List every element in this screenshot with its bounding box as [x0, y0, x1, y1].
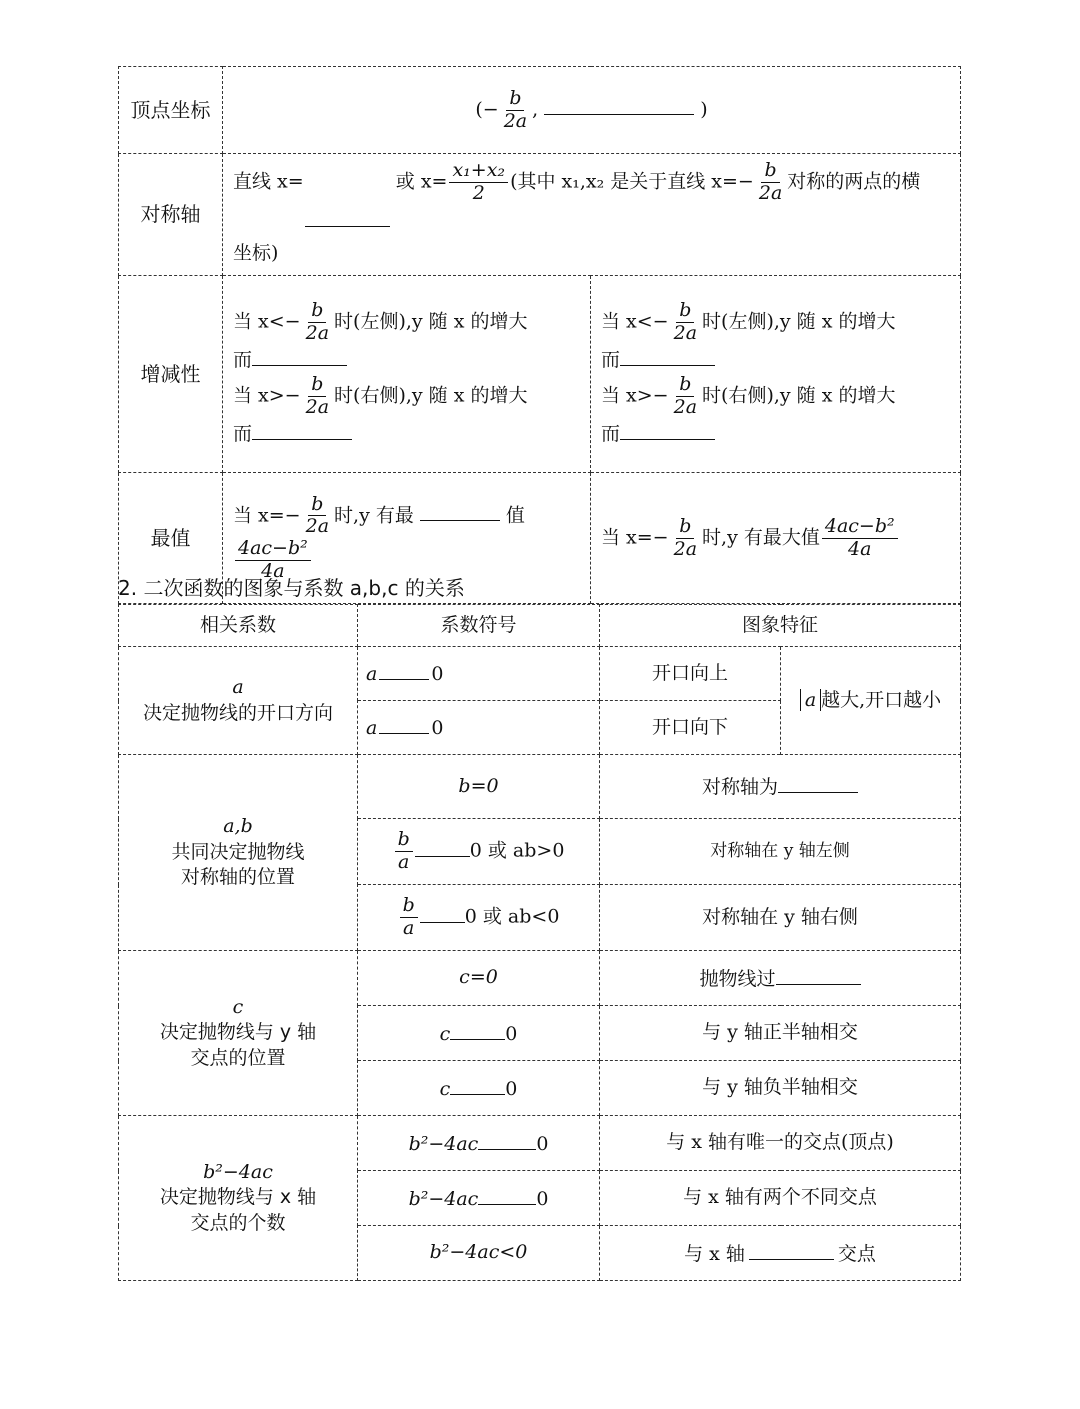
disc-blank-2[interactable] [478, 1184, 536, 1205]
text: 当 x<− [601, 310, 669, 333]
zero: 0 [505, 1077, 518, 1100]
ab-var: a,b [223, 815, 253, 838]
axis-text5: 坐标) [233, 241, 279, 264]
frac-num: b [395, 829, 413, 852]
frac-den: 2a [758, 181, 783, 204]
ab-sign-3 [358, 885, 600, 951]
disc-sign-1 [358, 1116, 600, 1171]
ab-sign-1: b=0 [358, 755, 600, 819]
disc-feature-2: 与 x 轴有两个不同交点 [600, 1171, 961, 1226]
expr: b²−4ac [408, 1187, 479, 1210]
text: 时,y 有最 [334, 503, 414, 526]
header-coefficient: 相关系数 [119, 605, 358, 647]
properties-table [118, 66, 961, 604]
ab-line1: 共同决定抛物线 [171, 840, 305, 863]
header-sign: 系数符号 [358, 605, 600, 647]
frac-num: b [308, 374, 326, 397]
frac-num: b [676, 374, 694, 397]
frac-den: 2a [305, 515, 330, 538]
zero: 0 [505, 1022, 518, 1045]
var: a [366, 663, 378, 686]
frac-den: 2a [673, 396, 698, 419]
c-line2: 交点的位置 [190, 1046, 286, 1069]
disc-sign-3: b²−4ac<0 [358, 1226, 600, 1281]
frac-den: 2a [503, 109, 528, 132]
c-blank-point[interactable] [776, 964, 861, 985]
vertex-row [119, 67, 961, 154]
paren-open: ( [475, 98, 483, 120]
c-label-cell [119, 951, 358, 1116]
a-row-1 [119, 647, 961, 701]
text: 当 x<− [233, 310, 301, 333]
axis-fraction2 [756, 160, 785, 205]
a-sign-1 [358, 647, 600, 701]
frac-den: a [398, 851, 410, 873]
text: 而 [233, 422, 253, 445]
coefficient-table [118, 604, 961, 1281]
axis-text1: 直线 x= [233, 170, 304, 193]
frac-num: b [308, 300, 326, 323]
extreme-label: 最值 [119, 473, 223, 604]
fraction [395, 829, 413, 874]
text: 值 [505, 503, 525, 526]
frac-den: 2 [472, 181, 485, 204]
c-feature-2: 与 y 轴正半轴相交 [600, 1006, 961, 1061]
fraction [303, 300, 332, 345]
header-row [119, 605, 961, 647]
disc-blank-1[interactable] [478, 1129, 536, 1150]
a-feature-2: 开口向下 [600, 701, 781, 755]
blank-left-1[interactable] [252, 345, 347, 366]
disc-feature-1: 与 x 轴有唯一的交点(顶点) [600, 1116, 961, 1171]
ab-label-cell [119, 755, 358, 951]
text: 时(右侧),y 随 x 的增大 [702, 384, 896, 407]
frac-den: 2a [673, 321, 698, 344]
disc-line2: 交点的个数 [190, 1211, 286, 1234]
frac-num: b [761, 160, 779, 183]
monotonic-left-cell [223, 276, 591, 473]
zero: 0 [536, 1187, 549, 1210]
text: 时(左侧),y 随 x 的增大 [702, 310, 896, 333]
ab-blank-axis[interactable] [778, 772, 858, 793]
max-value-fraction [822, 516, 898, 561]
zero: 0 [431, 717, 444, 740]
ab-line2: 对称轴的位置 [180, 866, 295, 889]
ab-feature-3: 对称轴在 y 轴右侧 [600, 885, 961, 951]
axis-text4: 对称的两点的横 [787, 170, 921, 193]
c-sign-2 [358, 1006, 600, 1061]
c-feature-1 [600, 951, 961, 1006]
frac-den: 2a [673, 537, 698, 560]
frac-num: x₁+x₂ [449, 160, 508, 183]
a-blank-2[interactable] [379, 713, 429, 734]
a-blank-1[interactable] [379, 659, 429, 680]
abs-a: a [800, 689, 821, 711]
text: 0 或 ab>0 [469, 839, 565, 862]
axis-fraction [449, 160, 508, 205]
disc-label-cell [119, 1116, 358, 1281]
fraction [671, 300, 700, 345]
ab-feature-2: 对称轴在 y 轴左侧 [600, 819, 961, 885]
blank-right-2[interactable] [620, 419, 715, 440]
text: 交点 [837, 1242, 876, 1265]
disc-sign-2 [358, 1171, 600, 1226]
blank-left-2[interactable] [252, 419, 352, 440]
ab-row-1 [119, 755, 961, 819]
expr: b²−4ac [408, 1132, 479, 1155]
text: 而 [233, 348, 253, 371]
paren-close: ) [700, 98, 708, 120]
blank-right-1[interactable] [620, 345, 715, 366]
a-text: 决定抛物线的开口方向 [142, 701, 333, 724]
section-title: 2. 二次函数的图象与系数 a,b,c 的关系 [118, 576, 465, 600]
text: 对称轴为 [702, 776, 779, 799]
extreme-blank[interactable] [420, 500, 500, 521]
frac-den: 2a [305, 321, 330, 344]
zero: 0 [431, 663, 444, 686]
c-line1: 决定抛物线与 y 轴 [159, 1021, 317, 1044]
a-feature-1: 开口向上 [600, 647, 781, 701]
ab-sign-2 [358, 819, 600, 885]
frac-num: b [308, 494, 326, 517]
var: a [366, 717, 378, 740]
c-var: c [232, 995, 244, 1018]
comma: , [532, 98, 539, 120]
frac-num: 4ac−b² [822, 516, 898, 539]
var: c [439, 1077, 451, 1100]
zero: 0 [536, 1132, 549, 1155]
frac-den: a [403, 917, 415, 939]
extreme-right-cell [591, 473, 961, 604]
disc-var: b²−4ac [203, 1160, 273, 1183]
fraction [671, 516, 700, 561]
axis-text3: (其中 x₁,x₂ 是关于直线 x=− [510, 170, 754, 193]
text: 而 [601, 422, 621, 445]
var: c [439, 1022, 451, 1045]
vertex-fraction [501, 88, 530, 133]
ab-blank-3[interactable] [420, 902, 465, 923]
text: 当 x>− [233, 384, 301, 407]
axis-row [119, 154, 961, 276]
frac-num: b [506, 88, 524, 111]
ab-feature-1 [600, 755, 961, 819]
frac-num: b [676, 516, 694, 539]
frac-den: 2a [305, 396, 330, 419]
frac-den: 4a [261, 560, 285, 583]
c-blank-2[interactable] [450, 1019, 505, 1040]
disc-blank-3[interactable] [749, 1239, 834, 1260]
disc-feature-3 [600, 1226, 961, 1281]
a-sign-2 [358, 701, 600, 755]
a-label-cell [119, 647, 358, 755]
text: 时(右侧),y 随 x 的增大 [334, 384, 528, 407]
axis-blank[interactable] [305, 206, 390, 227]
header-feature: 图象特征 [600, 605, 961, 647]
a-var: a [232, 675, 244, 698]
frac-den: 4a [848, 537, 872, 560]
text: 而 [601, 348, 621, 371]
c-row-1 [119, 951, 961, 1006]
fraction [671, 374, 700, 419]
axis-cell [223, 154, 961, 276]
vertex-label: 顶点坐标 [119, 67, 223, 154]
minus-sign: − [482, 98, 499, 120]
c-blank-3[interactable] [450, 1074, 505, 1095]
vertex-cell [223, 67, 961, 154]
text: 时,y 有最大值 [702, 526, 820, 549]
disc-line1: 决定抛物线与 x 轴 [159, 1186, 317, 1209]
text: 0 或 ab<0 [464, 905, 560, 928]
axis-text2: 或 x= [395, 170, 448, 193]
text: 当 x=− [233, 503, 301, 526]
axis-label: 对称轴 [119, 154, 223, 276]
a-abs-cell [781, 647, 961, 755]
c-sign-1: c=0 [358, 951, 600, 1006]
frac-num: 4ac−b² [235, 538, 311, 561]
c-sign-3 [358, 1061, 600, 1116]
disc-row-1 [119, 1116, 961, 1171]
abs-text: 越大,开口越小 [821, 688, 942, 711]
text: 与 x 轴 [684, 1242, 745, 1265]
text: 当 x>− [601, 384, 669, 407]
vertex-y-blank[interactable] [544, 94, 694, 115]
fraction [400, 895, 418, 940]
monotonic-label: 增减性 [119, 276, 223, 473]
text: 时(左侧),y 随 x 的增大 [334, 310, 528, 333]
frac-num: b [400, 895, 418, 918]
fraction [303, 494, 332, 539]
monotonic-right-cell [591, 276, 961, 473]
text: 抛物线过 [699, 967, 776, 990]
ab-blank-2[interactable] [415, 836, 470, 857]
c-feature-3: 与 y 轴负半轴相交 [600, 1061, 961, 1116]
monotonic-row [119, 276, 961, 473]
text: 当 x=− [601, 526, 669, 549]
frac-num: b [676, 300, 694, 323]
fraction [303, 374, 332, 419]
